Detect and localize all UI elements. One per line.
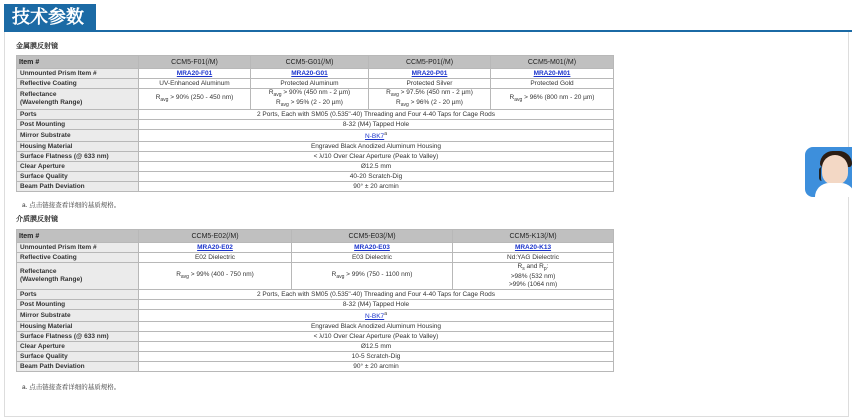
table-cell [139, 89, 251, 110]
symbol: R [331, 271, 337, 278]
table-row [17, 79, 614, 89]
subscript: p [543, 266, 547, 272]
table-cell: Ø12.5 mm [139, 162, 614, 172]
table-cell: 90° ± 20 arcmin [139, 362, 614, 372]
value-text: > 96% (2 - 20 µm) [408, 99, 463, 106]
prism-link[interactable]: MRA20-G01 [291, 70, 328, 77]
table-cell: Engraved Black Anodized Aluminum Housing [139, 142, 614, 152]
table-row [17, 89, 614, 110]
prism-link[interactable]: MRA20-M01 [533, 70, 571, 77]
row-label: Post Mounting [17, 120, 139, 130]
value-text: > 90% (250 - 450 nm) [168, 94, 234, 101]
column-header: CCM5-G01(/M) [251, 56, 369, 69]
table-row [17, 110, 614, 120]
subscript: avg [273, 92, 282, 98]
symbol: R [509, 94, 515, 101]
subscript: avg [280, 102, 289, 108]
table-cell: Protected Gold [491, 79, 614, 89]
table-row [17, 342, 614, 352]
value-text: > 99% (400 - 750 nm) [188, 271, 254, 278]
table-row [17, 152, 614, 162]
value-text: > 99% (750 - 1100 nm) [344, 271, 413, 278]
table-cell: Ø12.5 mm [139, 342, 614, 352]
subscript: avg [400, 102, 409, 108]
table-cell [292, 263, 453, 290]
table-row [17, 172, 614, 182]
prism-link[interactable]: MRA20-E03 [354, 244, 390, 251]
subscript: avg [180, 274, 189, 280]
row-label: Surface Quality [17, 172, 139, 182]
value-text: > 96% (800 nm - 20 µm) [522, 94, 595, 101]
prism-link[interactable]: MRA20-K13 [514, 244, 552, 251]
table-cell [491, 89, 614, 110]
row-label: Beam Path Deviation [17, 182, 139, 192]
value-text: >98% (532 nm) [510, 273, 556, 280]
row-label-line: (Wavelength Range) [20, 99, 83, 106]
table-cell [251, 89, 369, 110]
table-row [17, 332, 614, 342]
symbol: R [155, 94, 161, 101]
footnote: a. 点击链接查看详细的基质规格。 [22, 384, 121, 391]
avatar-face [822, 155, 848, 185]
substrate-link[interactable]: N-BK7 [365, 133, 385, 140]
table-cell: Nd:YAG Dielectric [453, 253, 614, 263]
page-title: 技术参数 [4, 4, 96, 30]
substrate-link[interactable]: N-BK7 [365, 313, 385, 320]
row-label [17, 263, 139, 290]
table-row [17, 130, 614, 142]
row-label-line: Reflectance [20, 268, 57, 275]
row-label: Clear Aperture [17, 342, 139, 352]
row-label: Housing Material [17, 322, 139, 332]
table-cell: < λ/10 Over Clear Aperture (Peak to Valley) [139, 332, 614, 342]
table-cell [139, 310, 614, 322]
table-row [17, 120, 614, 130]
value-text: >99% (1064 nm) [508, 281, 558, 288]
subscript: s [522, 266, 525, 272]
row-label: Unmounted Prism Item # [17, 69, 139, 79]
table-row [17, 182, 614, 192]
value-text: > 95% (2 - 20 µm) [288, 99, 343, 106]
row-label: Housing Material [17, 142, 139, 152]
value-text: : [546, 263, 549, 270]
subscript: avg [336, 274, 345, 280]
table-row [17, 362, 614, 372]
table-cell [139, 263, 292, 290]
symbol: R [276, 99, 281, 106]
table-row [17, 290, 614, 300]
table-row [17, 243, 614, 253]
dielectric-specs-table [16, 229, 614, 372]
table-cell: 8-32 (M4) Tapped Hole [139, 120, 614, 130]
symbol: R [517, 263, 523, 270]
table-row [17, 300, 614, 310]
table-cell: UV-Enhanced Aluminum [139, 79, 251, 89]
column-header: CCM5-P01(/M) [369, 56, 491, 69]
table-cell: Protected Aluminum [251, 79, 369, 89]
customer-service-avatar-icon[interactable] [805, 147, 852, 197]
header-underline [4, 4, 852, 32]
table-cell: 40-20 Scratch-Dig [139, 172, 614, 182]
row-label: Beam Path Deviation [17, 362, 139, 372]
table-cell: 90° ± 20 arcmin [139, 182, 614, 192]
row-label: Ports [17, 110, 139, 120]
table-row [17, 310, 614, 322]
column-header: CCM5-M01(/M) [491, 56, 614, 69]
row-label: Surface Flatness (@ 633 nm) [17, 332, 139, 342]
avatar-body [815, 183, 852, 197]
table-cell: 10-5 Scratch-Dig [139, 352, 614, 362]
column-header: CCM5-E02(/M) [139, 230, 292, 243]
subscript: avg [160, 97, 169, 103]
row-label-line: (Wavelength Range) [20, 276, 83, 283]
row-label-line: Reflectance [20, 91, 57, 98]
symbol: R [386, 89, 391, 96]
table-cell [139, 130, 614, 142]
table-cell: E02 Dielectric [139, 253, 292, 263]
table-cell [369, 89, 491, 110]
symbol: R [176, 271, 181, 278]
row-label: Mirror Substrate [17, 130, 139, 142]
prism-link[interactable]: MRA20-E02 [197, 244, 233, 251]
column-header: Item # [17, 230, 139, 243]
metallic-specs-table [16, 55, 614, 192]
table-cell: 2 Ports, Each with SM05 (0.535"-40) Threading and Four 4-40 Taps for Cage Rods [139, 290, 614, 300]
row-label: Post Mounting [17, 300, 139, 310]
table-row [17, 263, 614, 290]
footnote: a. 点击链接查看详细的基质规格。 [22, 202, 121, 209]
column-header: CCM5-F01(/M) [139, 56, 251, 69]
table-cell: Engraved Black Anodized Aluminum Housing [139, 322, 614, 332]
value-text: > 90% (450 nm - 2 µm) [281, 89, 351, 96]
section-title-metallic: 金属膜反射镜 [16, 43, 58, 50]
table-cell: 8-32 (M4) Tapped Hole [139, 300, 614, 310]
column-header: Item # [17, 56, 139, 69]
row-label [17, 89, 139, 110]
table-row [17, 69, 614, 79]
table-cell [453, 263, 614, 290]
row-label: Mirror Substrate [17, 310, 139, 322]
row-label: Unmounted Prism Item # [17, 243, 139, 253]
subscript: avg [514, 97, 523, 103]
prism-link[interactable]: MRA20-F01 [176, 70, 213, 77]
row-label: Reflective Coating [17, 79, 139, 89]
row-label: Reflective Coating [17, 253, 139, 263]
subscript: avg [390, 92, 399, 98]
row-label: Ports [17, 290, 139, 300]
table-cell: 2 Ports, Each with SM05 (0.535"-40) Threading and Four 4-40 Taps for Cage Rods [139, 110, 614, 120]
value-text: > 97.5% (450 nm - 2 µm) [398, 89, 473, 96]
row-label: Clear Aperture [17, 162, 139, 172]
section-title-dielectric: 介质膜反射镜 [16, 216, 58, 223]
column-header: CCM5-E03(/M) [292, 230, 453, 243]
table-row [17, 162, 614, 172]
table-header-row [17, 56, 614, 69]
table-row [17, 142, 614, 152]
row-label: Surface Quality [17, 352, 139, 362]
prism-link[interactable]: MRA20-P01 [411, 70, 448, 77]
table-row [17, 253, 614, 263]
footnote-marker: a [384, 131, 387, 137]
symbol: R [268, 89, 274, 96]
table-row [17, 322, 614, 332]
footnote-marker: a [384, 311, 387, 317]
table-cell: E03 Dielectric [292, 253, 453, 263]
table-cell: < λ/10 Over Clear Aperture (Peak to Valley) [139, 152, 614, 162]
headset-icon [819, 167, 825, 181]
row-label: Surface Flatness (@ 633 nm) [17, 152, 139, 162]
table-cell: Protected Silver [369, 79, 491, 89]
value-text: and R [524, 263, 544, 270]
symbol: R [396, 99, 401, 106]
table-header-row [17, 230, 614, 243]
table-row [17, 352, 614, 362]
column-header: CCM5-K13(/M) [453, 230, 614, 243]
